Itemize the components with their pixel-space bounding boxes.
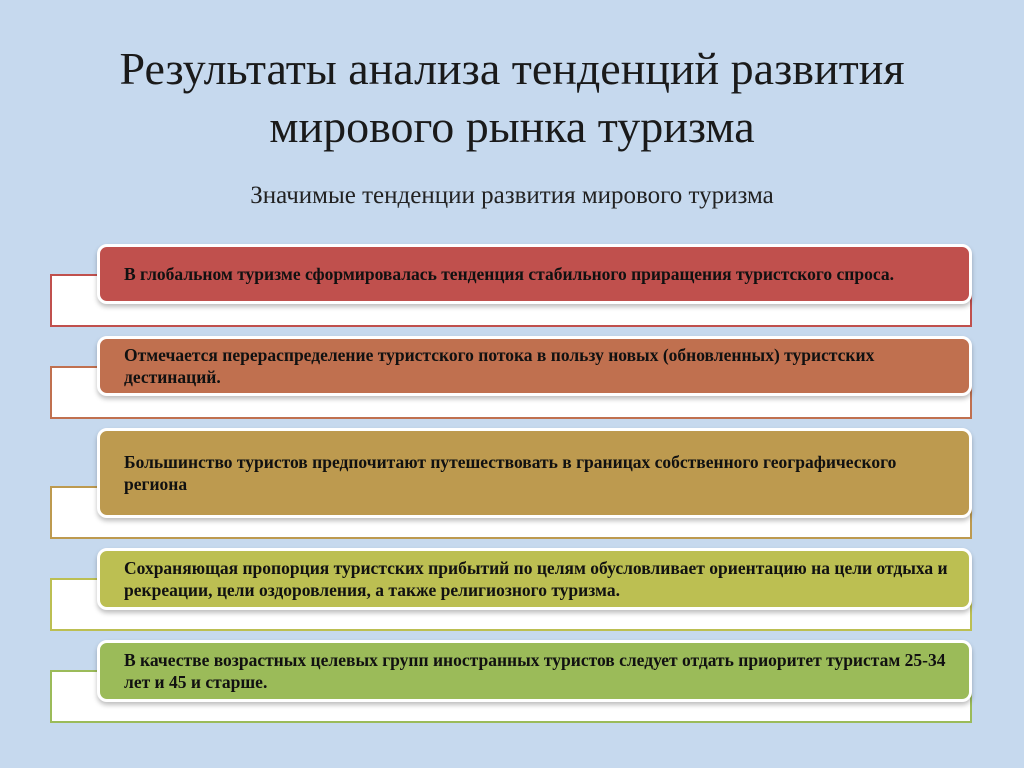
trend-item-5-text: В качестве возрастных целевых групп иностранных туристов следует отдать приоритет туристам 25-34 лет и 45 и старше. (124, 650, 946, 692)
trend-item-4-text: Сохраняющая пропорция туристских прибытий по целям обусловливает ориентацию на цели отдыха и рекреации, цели оздоровления, а также религиозного туризма. (124, 558, 948, 600)
slide-subtitle: Значимые тенденции развития мирового туризма (250, 182, 774, 209)
trend-item-1-text: В глобальном туризме сформировалась тенденция стабильного приращения туристского спроса. (124, 264, 894, 284)
trend-item-5-box (97, 640, 972, 702)
title-line-2: мирового рынка туризма (269, 101, 755, 152)
trend-item-3-text: Большинство туристов предпочитают путешествовать в границах собственного географического региона (124, 452, 897, 494)
trend-item-3-box (97, 428, 972, 518)
trend-item-2-box (97, 336, 972, 396)
trend-item-4-box (97, 548, 972, 610)
title-line-1: Результаты анализа тенденций развития (119, 43, 905, 94)
trend-item-2-text: Отмечается перераспределение туристского потока в пользу новых (обновленных) туристских дестинаций. (124, 345, 875, 387)
slide-title (0, 40, 1024, 156)
trend-item-1-box (97, 244, 972, 304)
